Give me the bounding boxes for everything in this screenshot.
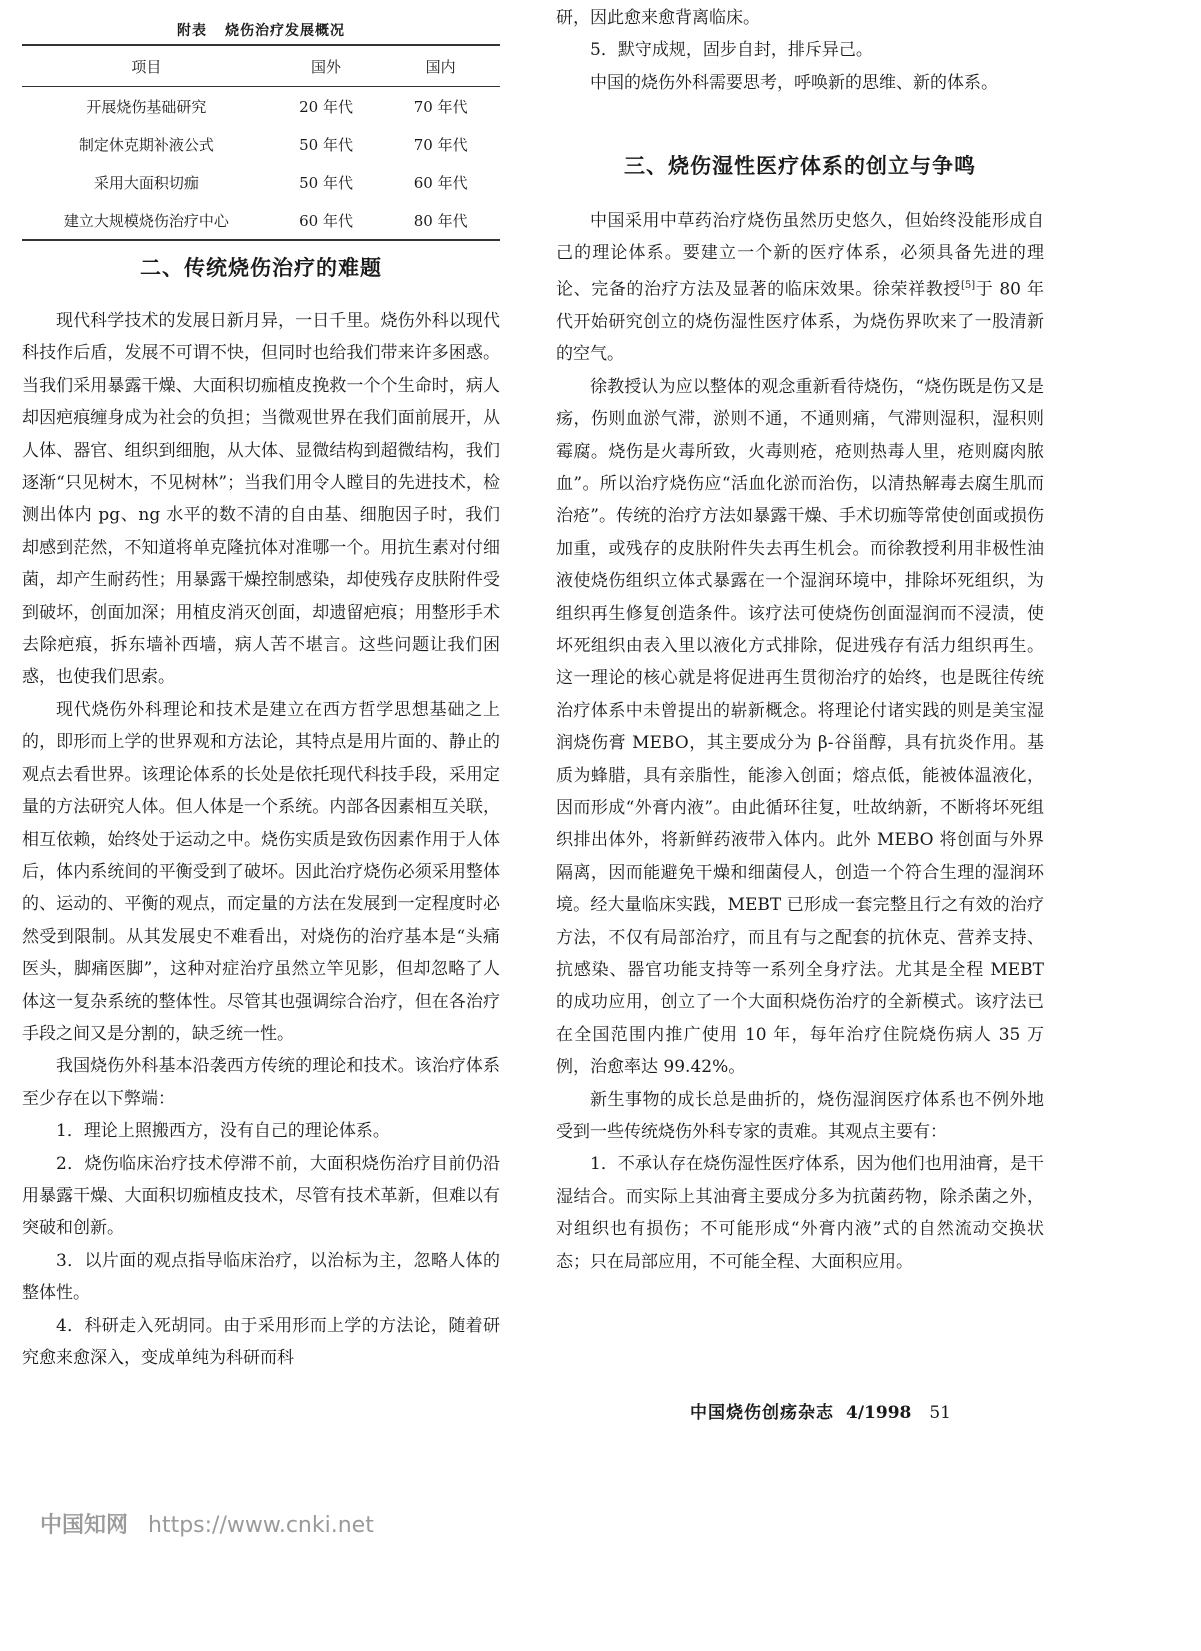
table-row [22, 201, 500, 240]
table-cell: 50 年代 [299, 173, 353, 192]
table-header-cell: 项目 [22, 45, 271, 87]
table-cell: 70 年代 [413, 135, 468, 154]
paragraph-text: 中国采用中草药治疗烧伤虽然历史悠久，但始终没能形成自己的理论体系。要建立一个新的医疗体系，必须具备先进的理论、完备的治疗方法及显著的临床效果。徐荣祥教授 [556, 211, 1044, 300]
paragraph: 研，因此愈来愈背离临床。 [556, 8, 760, 28]
paragraph [556, 205, 1044, 371]
table-row [22, 87, 500, 126]
section-3-title: 三、烧伤湿性医疗体系的创立与争鸣 [624, 154, 976, 178]
list-item: 3．以片面的观点指导临床治疗，以治标为主，忽略人体的整体性。 [22, 1250, 500, 1304]
table-cell: 60 年代 [413, 173, 468, 192]
table-caption [22, 20, 500, 40]
page-footer [690, 1398, 1050, 1423]
watermark-url: https://www.cnki.net [148, 1513, 374, 1538]
table-cell: 制定休克期补液公式 [78, 135, 214, 154]
table-row [22, 125, 500, 163]
table-header-cell: 国外 [271, 45, 382, 87]
paragraph: 我国烧伤外科基本沿袭西方传统的理论和技术。该治疗体系至少存在以下弊端： [22, 1056, 500, 1109]
cnki-watermark [40, 1508, 374, 1539]
table-header-row [22, 45, 500, 87]
table-row [22, 163, 500, 201]
table-cell: 70 年代 [413, 97, 468, 116]
table-caption-label: 附表 [177, 23, 207, 39]
table-cell: 60 年代 [271, 201, 382, 240]
list-item: 2．烧伤临床治疗技术停滞不前，大面积烧伤治疗目前仍沿用暴露干燥、大面积切痂植皮技术，尽管有技术革新，但难以有突破和创新。 [22, 1153, 500, 1239]
table-cell: 采用大面积切痂 [93, 173, 199, 192]
list-item: 5．默守成规，固步自封，排斥异己。 [590, 40, 873, 61]
paragraph: 现代科学技术的发展日新月异，一日千里。烧伤外科以现代科技作后盾，发展不可谓不快，但同时也给我们带来许多困惑。当我们采用暴露干燥、大面积切痂植皮挽救一个个生命时，病人却因疤痕缠身成为社会的负担；当微观世界在我们面前展开，从人体、器官、组织到细胞，从大体、显微结构到超微结构，我们逐渐“只见树木，不见树林”；当我们用令人瞠目的先进技术，检测出体内 pg、ng 水平的数不清的自由基、细胞因子时，我们却感到茫然，不知道将单克隆抗体对准哪一个。用抗生素对付细菌，却产生耐药性；用暴露干燥控制感染，却使残存皮肤附件受到破坏，创面加深；用植皮消灭创面，却遗留疤痕；用整形手术去除疤痕，拆东墙补西墙，病人苦不堪言。这些问题让我们困惑，也使我们思索。 [22, 311, 500, 688]
table-cell: 开展烧伤基础研究 [86, 97, 207, 116]
table-caption-title: 烧伤治疗发展概况 [225, 23, 345, 39]
table-cell: 50 年代 [299, 135, 353, 154]
page-number: 51 [929, 1403, 951, 1423]
table-cell: 20 年代 [299, 97, 353, 116]
paragraph: 现代烧伤外科理论和技术是建立在西方哲学思想基础之上的，即形而上学的世界观和方法论，其特点是用片面的、静止的观点去看世界。该理论体系的长处是依托现代科技手段，采用定量的方法研究人体。但人体是一个系统。内部各因素相互关联，相互依赖，始终处于运动之中。烧伤实质是致伤因素作用于人体后，体内系统间的平衡受到了破坏。因此治疗烧伤必须采用整体的、运动的、平衡的观点，而定量的方法在发展到一定程度时必然受到限制。从其发展史不难看出，对烧伤的治疗基本是“头痛医头，脚痛医脚”，这种对症治疗虽然立竿见影，但却忽略了人体这一复杂系统的整体性。尽管其也强调综合治疗，但在各治疗手段之间又是分割的，缺乏统一性。 [22, 699, 500, 1044]
watermark-name: 中国知网 [40, 1513, 129, 1538]
paragraph-text: 于 80 年代开始研究创立的烧伤湿性医疗体系，为烧伤界吹来了一股清新的空气。 [556, 279, 1044, 365]
list-item: 4．科研走入死胡同。由于采用形而上学的方法论，随着研究愈来愈深入，变成单纯为科研而科 [22, 1315, 500, 1368]
list-item: 1．不承认存在烧伤湿性医疗体系，因为他们也用油膏，是干湿结合。而实际上其油膏主要成分多为抗菌药物，除杀菌之外，对组织也有损伤；不可能形成“外膏内液”式的自然流动交换状态；只在局部应用，不可能全程、大面积应用。 [556, 1154, 1044, 1272]
development-table [22, 44, 500, 241]
journal-issue: 4/1998 [846, 1403, 912, 1423]
paragraph: 中国的烧伤外科需要思考，呼唤新的思维、新的体系。 [590, 72, 998, 93]
section-2-title: 二、传统烧伤治疗的难题 [140, 256, 382, 280]
list-item: 1．理论上照搬西方，没有自己的理论体系。 [56, 1121, 390, 1142]
section-2-body [22, 305, 500, 1374]
paragraph: 徐教授认为应以整体的观念重新看待烧伤，“烧伤既是伤又是疡，伤则血淤气滞，淤则不通，不通则痛，气滞则湿积，湿积则霉腐。烧伤是火毒所致，火毒则疮，疮则热毒人里，疮则腐肉脓血”。所以治疗烧伤应“活血化淤而治伤，以清热解毒去腐生肌而治疮”。传统的治疗方法如暴露干燥、手术切痂等常使创面或损伤加重，或残存的皮肤附件失去再生机会。而徐教授利用非极性油液使烧伤组织立体式暴露在一个湿润环境中，排除坏死组织，为组织再生修复创造条件。该疗法可使烧伤创面湿润而不浸渍，使坏死组织由表入里以液化方式排除，促进残存有活力组织再生。这一理论的核心就是将促进再生贯彻治疗的始终，也是既往传统治疗体系中未曾提出的崭新概念。将理论付诸实践的则是美宝湿润烧伤膏 MEBO，其主要成分为 β-谷甾醇，具有抗炎作用。基质为蜂腊，具有亲脂性，能渗入创面；熔点低，能被体温液化，因而形成“外膏内液”。由此循环往复，吐故纳新，不断将坏死组织排出体外，将新鲜药液带入体内。此外 MEBO 将创面与外界隔离，因而能避免干燥和细菌侵人，创造一个符合生理的湿润环境。经大量临床实践，MEBT 已形成一套完整且行之有效的治疗方法，不仅有局部治疗，而且有与之配套的抗休克、营养支持、抗感染、器官功能支持等一系列全身疗法。尤其是全程 MEBT 的成功应用，创立了一个大面积烧伤治疗的全新模式。该疗法已在全国范围内推广使用 10 年，每年治疗住院烧伤病人 35 万例，治愈率达 99.42%。 [556, 376, 1044, 1078]
paragraph: 新生事物的成长总是曲折的，烧伤湿润医疗体系也不例外地受到一些传统烧伤外科专家的责难。其观点主要有： [556, 1089, 1044, 1143]
table-cell: 建立大规模烧伤治疗中心 [22, 201, 271, 240]
journal-name: 中国烧伤创疡杂志 [690, 1403, 834, 1423]
citation-ref: [5] [960, 279, 976, 291]
section-3-body [556, 205, 1044, 1278]
table-header-cell: 国内 [381, 45, 500, 87]
section-2-continued [556, 2, 1044, 99]
table-cell: 80 年代 [381, 201, 500, 240]
